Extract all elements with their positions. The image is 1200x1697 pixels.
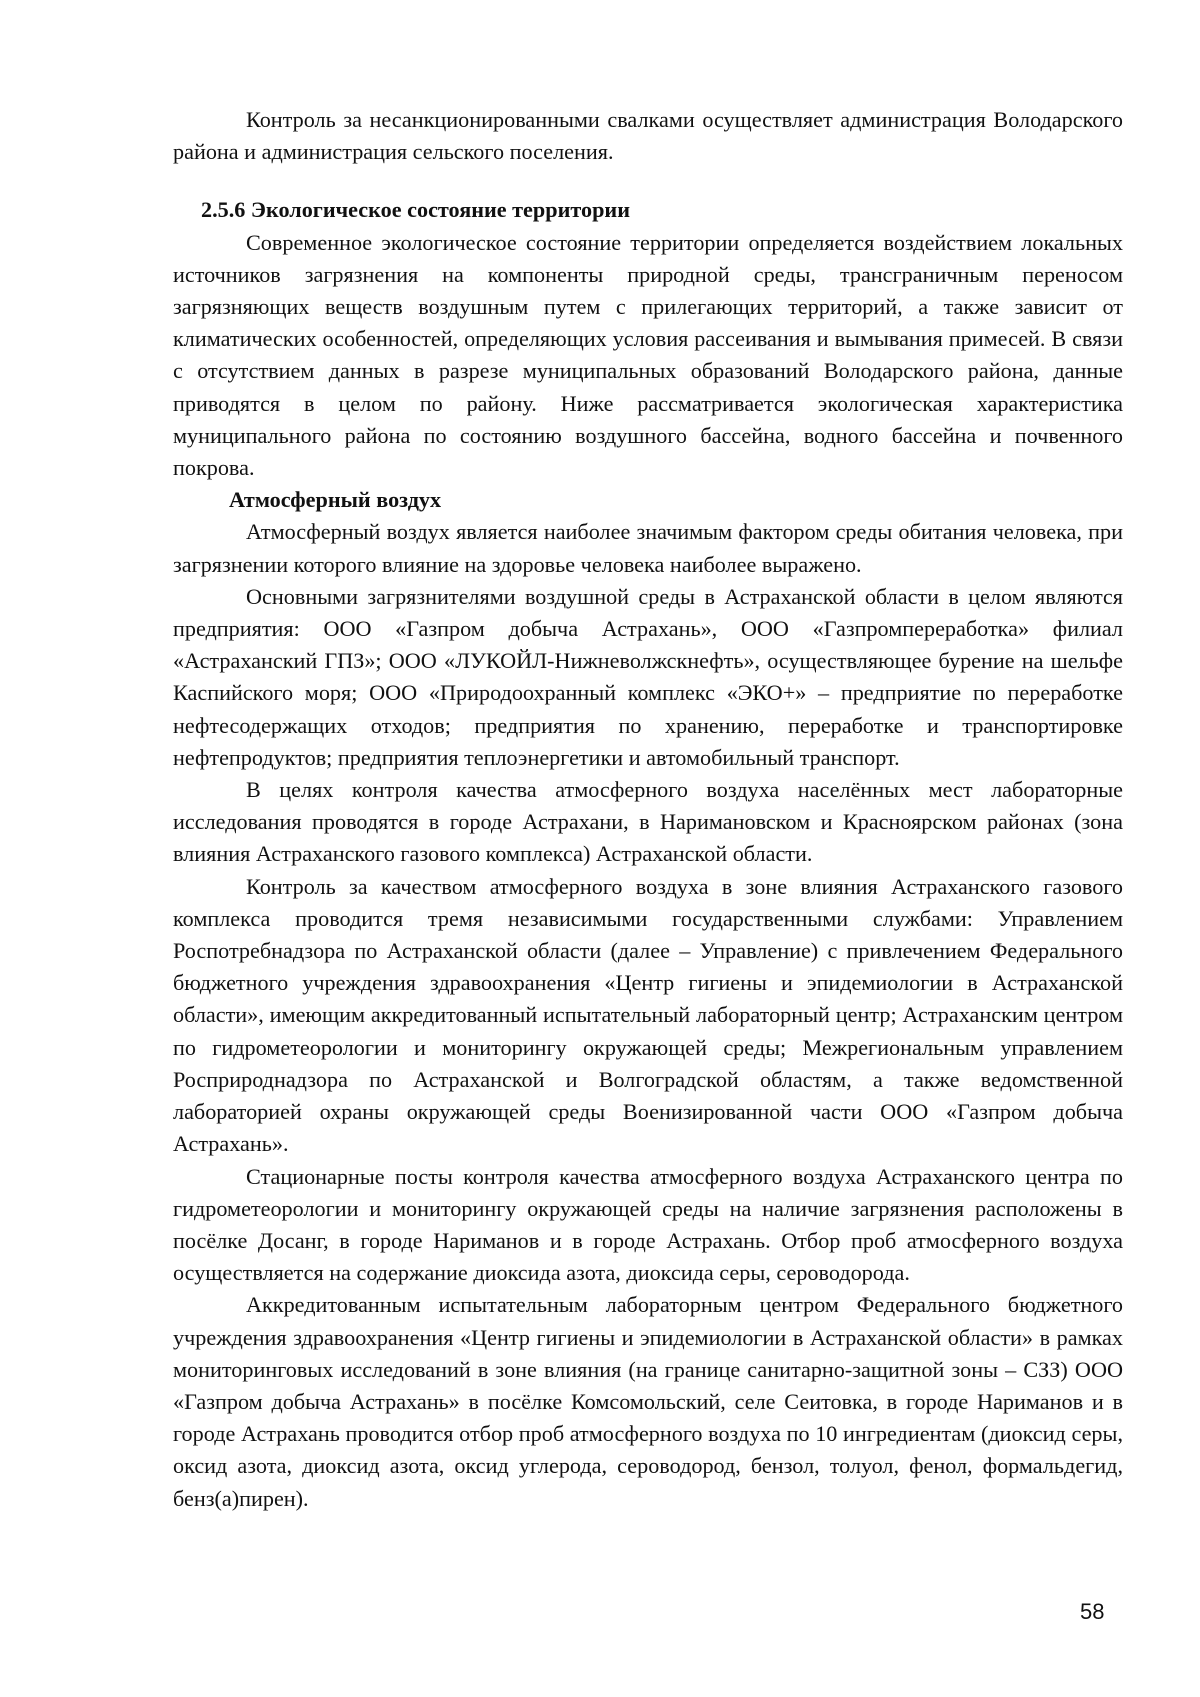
intro-paragraph: Контроль за несанкционированными свалками осуществляет администрация Володарского района и администрация сельского поселения. — [173, 107, 1123, 165]
page-number: 58 — [1080, 1599, 1105, 1624]
document-page — [173, 104, 1123, 1515]
body-paragraph: Контроль за качеством атмосферного воздуха в зоне влияния Астраханского газового комплекса проводится тремя независимыми государственными службами: Управлением Роспотребнадзора по Астраханской области (далее – Управление) с привлечением Федерального бюджетного учреждения здравоохранения «Центр гигиены и эпидемиологии в Астраханской области», имеющим аккредитованный испытательный лабораторный центр; Астраханским центром по гидрометеорологии и мониторингу окружающей среды; Межрегиональным управлением Росприроднадзора по Астраханской и Волгоградской областям, а также ведомственной лабораторией охраны окружающей среды Военизированной части ООО «Газпром добыча Астрахань». — [173, 873, 1123, 1157]
body-paragraph: Аккредитованным испытательным лабораторным центром Федерального бюджетного учреждения здравоохранения «Центр гигиены и эпидемиологии в Астраханской области» в рамках мониторинговых исследований в зоне влияния (на границе санитарно-защитной зоны – СЗЗ) ООО «Газпром добыча Астрахань» в посёлке Комсомольский, селе Сеитовка, в городе Нариманов и в городе Астрахань проводится отбор проб атмосферного воздуха по 10 ингредиентам (диоксид серы, оксид азота, диоксид азота, оксид углерода, сероводород, бензол, толуол, фенол, формальдегид, бенз(а)пирен). — [173, 1292, 1123, 1511]
body-paragraph: Стационарные посты контроля качества атмосферного воздуха Астраханского центра по гидрометеорологии и мониторингу окружающей среды на наличие загрязнения расположены в посёлке Досанг, в городе Нариманов и в городе Астрахань. Отбор проб атмосферного воздуха осуществляется на содержание диоксида азота, диоксида серы, сероводорода. — [173, 1163, 1123, 1286]
subsection-heading: Атмосферный воздух — [229, 487, 442, 513]
section-paragraph: Современное экологическое состояние территории определяется воздействием локальных источников загрязнения на компоненты природной среды, трансграничным переносом загрязняющих веществ воздушным путем с прилегающих территорий, а также зависит от климатических особенностей, определяющих условия рассеивания и вымывания примесей. В связи с отсутствием данных в разрезе муниципальных образований Володарского района, данные приводятся в целом по району. Ниже рассматривается экологическая характеристика муниципального района по состоянию воздушного бассейна, водного бассейна и почвенного покрова. — [173, 229, 1123, 481]
body-paragraph: Атмосферный воздух является наиболее значимым фактором среды обитания человека, при загрязнении которого влияние на здоровье человека наиболее выражено. — [173, 519, 1123, 577]
body-paragraph: В целях контроля качества атмосферного воздуха населённых мест лабораторные исследования проводятся в городе Астрахани, в Наримановском и Красноярском районах (зона влияния Астраханского газового комплекса) Астраханской области. — [173, 777, 1123, 867]
section-heading: 2.5.6 Экологическое состояние территории — [201, 197, 630, 223]
body-paragraph: Основными загрязнителями воздушной среды в Астраханской области в целом являются предприятия: ООО «Газпром добыча Астрахань», ООО «Газпромпереработка» филиал «Астраханский ГПЗ»; ООО «ЛУКОЙЛ-Нижневолжскнефть», осуществляющее бурение на шельфе Каспийского моря; ООО «Природоохранный комплекс «ЭКО+» – предприятие по переработке нефтесодержащих отходов; предприятия по хранению, переработке и транспортировке нефтепродуктов; предприятия теплоэнергетики и автомобильный транспорт. — [173, 583, 1123, 770]
